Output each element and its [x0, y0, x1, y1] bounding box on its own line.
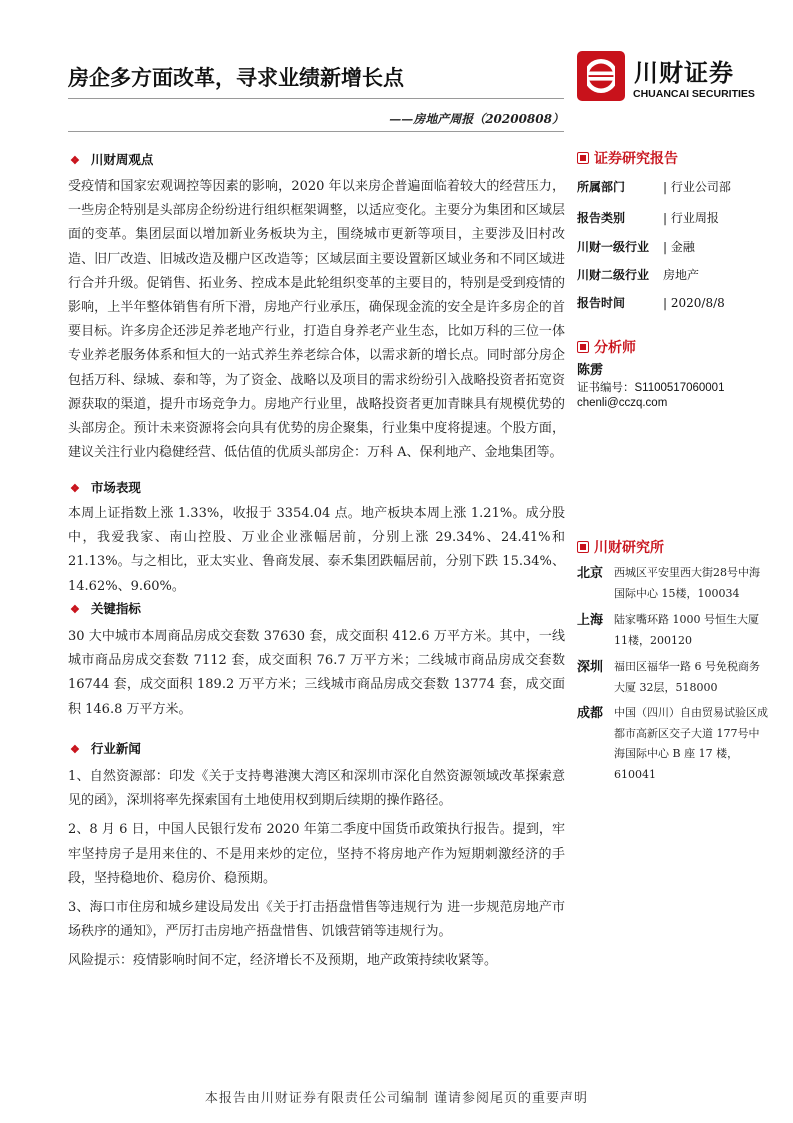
news-item: 3、海口市住房和城乡建设局发出《关于打击捂盘惜售等违规行为 进一步规范房地产市场秩序的通知》，严厉打击房地产捂盘惜售、饥饿营销等违规行为。 [68, 900, 565, 940]
office-city-beijing: 北京 [577, 566, 604, 581]
header-divider [68, 98, 564, 99]
diamond-bullet-icon: ❖ [70, 603, 80, 616]
sidebar-heading-institute: 川财研究所 [577, 537, 664, 555]
diamond-bullet-icon: ❖ [70, 482, 80, 495]
chuancai-logo-icon [576, 50, 626, 102]
section-heading-news: ❖ 行业新闻 [70, 741, 141, 756]
sidebar-heading-report: 证券研究报告 [577, 148, 678, 166]
diamond-bullet-icon: ❖ [70, 154, 80, 167]
market-paragraph: 本周上证指数上涨 1.33%，收报于 3354.04 点。地产板块本周上涨 1.21%。成分股中，我爱我家、南山控股、万业企业涨幅居前，分别上涨 29.34%、24.41%和 21.13%。与之相比，亚太实业、鲁商发展、泰禾集团跌幅居前，分别下跌 15.34%、14.62%、9.60%。 [68, 506, 565, 594]
logo-english-name: CHUANCAI SECURITIES [633, 88, 755, 100]
section-heading-view: ❖ 川财周观点 [70, 152, 154, 167]
report-title: 房企多方面改革，寻求业绩新增长点 [68, 65, 404, 90]
page-footer: 本报告由川财证券有限责任公司编制 谨请参阅尾页的重要声明 [204, 1091, 589, 1106]
sidebar-heading-analyst: 分析师 [577, 337, 636, 355]
office-address-shanghai: 陆家嘴环路 1000 号恒生大厦 11楼，200120 [614, 613, 759, 647]
indicators-paragraph: 30 大中城市本周商品房成交套数 37630 套，成交面积 412.6 万平方米。其中，一线城市商品房成交套数 7112 套，成交面积 76.7 万平方米；二线城市商品房成交套数 16744 套，成交面积 189.2 万平方米；三线城市商品房成交套数 13774 套，成交面积 146.8 万平方米。 [68, 629, 565, 717]
section-heading-indicators: ❖ 关键指标 [70, 601, 141, 616]
office-city-shanghai: 上海 [577, 613, 604, 628]
news-item: 1、自然资源部：印发《关于支持粤港澳大湾区和深圳市深化自然资源领域改革探索意见的函》，深圳将率先探索国有土地使用权到期后续期的操作路径。 [68, 769, 565, 809]
company-logo [576, 50, 766, 106]
info-row-level1-industry: 川财一级行业 | 金融 [577, 240, 695, 254]
info-row-level2-industry: 川财二级行业 房地产 [577, 268, 700, 282]
info-row-report-date: 报告时间 | 2020/8/8 [577, 296, 725, 310]
office-city-chengdu: 成都 [577, 706, 604, 721]
news-item: 2、8 月 6 日，中国人民银行发布 2020 年第二季度中国货币政策执行报告。提到，牢牢坚持房子是用来住的、不是用来炒的定位，坚持不将房地产作为短期刺激经济的手段，坚持稳地价、稳房价、稳预期。 [68, 822, 565, 886]
view-paragraph: 受疫情和国家宏观调控等因素的影响，2020 年以来房企普遍面临着较大的经营压力，一些房企特别是头部房企纷纷进行组织框架调整，以适应变化。主要分为集团和区域层面的变革。集团层面以增加新业务板块为主，围绕城市更新等项目，主要涉及旧村改造、旧厂改造、旧城改造及棚户区改造等；区域层面主要设置新区域业务和不同区域进行合并升级。促销售、拓业务、控成本是此轮组织变革的主要目的，特别是受到疫情的影响，上半年整体销售有所下滑，房地产行业承压，确保现金流的安全是许多房企的首要目标。许多房企还涉足养老地产行业，打造自身养老产业生态，比如万科的三位一体专业养老服务体系和恒大的一站式养生养老综合体，以需求新的增长点。同时部分房企包括万科、绿城、泰和等，为了资金、战略以及项目的需求纷纷引入战略投资者拓宽资源获取的渠道，提升市场竞争力。房地产行业里，战略投资者更加青睐具有规模优势的头部房企。预计未来资源将会向具有优势的房企聚集，行业集中度将提速。个股方面，建议关注行业内稳健经营、低估值的优质头部房企：万科 A、保利地产、金地集团等。 [68, 179, 565, 461]
analyst-email[interactable]: chenli@cczq.com [577, 397, 668, 409]
office-city-shenzhen: 深圳 [577, 660, 604, 675]
square-bullet-icon [577, 152, 589, 164]
office-address-chengdu: 中国（四川）自由贸易试验区成都市高新区交子大道 177号中海国际中心 B 座 17 楼，610041 [614, 706, 768, 781]
news-list [68, 765, 565, 979]
square-bullet-icon [577, 541, 589, 553]
report-subtitle: ——房地产周报（20200808） [389, 112, 564, 126]
risk-warning: 风险提示：疫情影响时间不定，经济增长不及预期，地产政策持续收紧等。 [68, 953, 498, 969]
logo-chinese-name: 川财证券 [634, 58, 734, 87]
section-heading-market: ❖ 市场表现 [70, 480, 141, 495]
office-address-shenzhen: 福田区福华一路 6 号免税商务大厦 32层，518000 [614, 660, 760, 694]
info-row-category: 报告类别 | 行业周报 [577, 211, 719, 225]
analyst-name: 陈雳 [577, 363, 604, 378]
square-bullet-icon [577, 341, 589, 353]
diamond-bullet-icon: ❖ [70, 743, 80, 756]
analyst-cert: 证书编号：S1100517060001 [577, 382, 725, 394]
subtitle-divider [68, 131, 564, 132]
office-address-beijing: 西城区平安里西大街28号中海国际中心 15楼，100034 [614, 566, 760, 600]
info-row-department: 所属部门 | 行业公司部 [577, 180, 731, 194]
